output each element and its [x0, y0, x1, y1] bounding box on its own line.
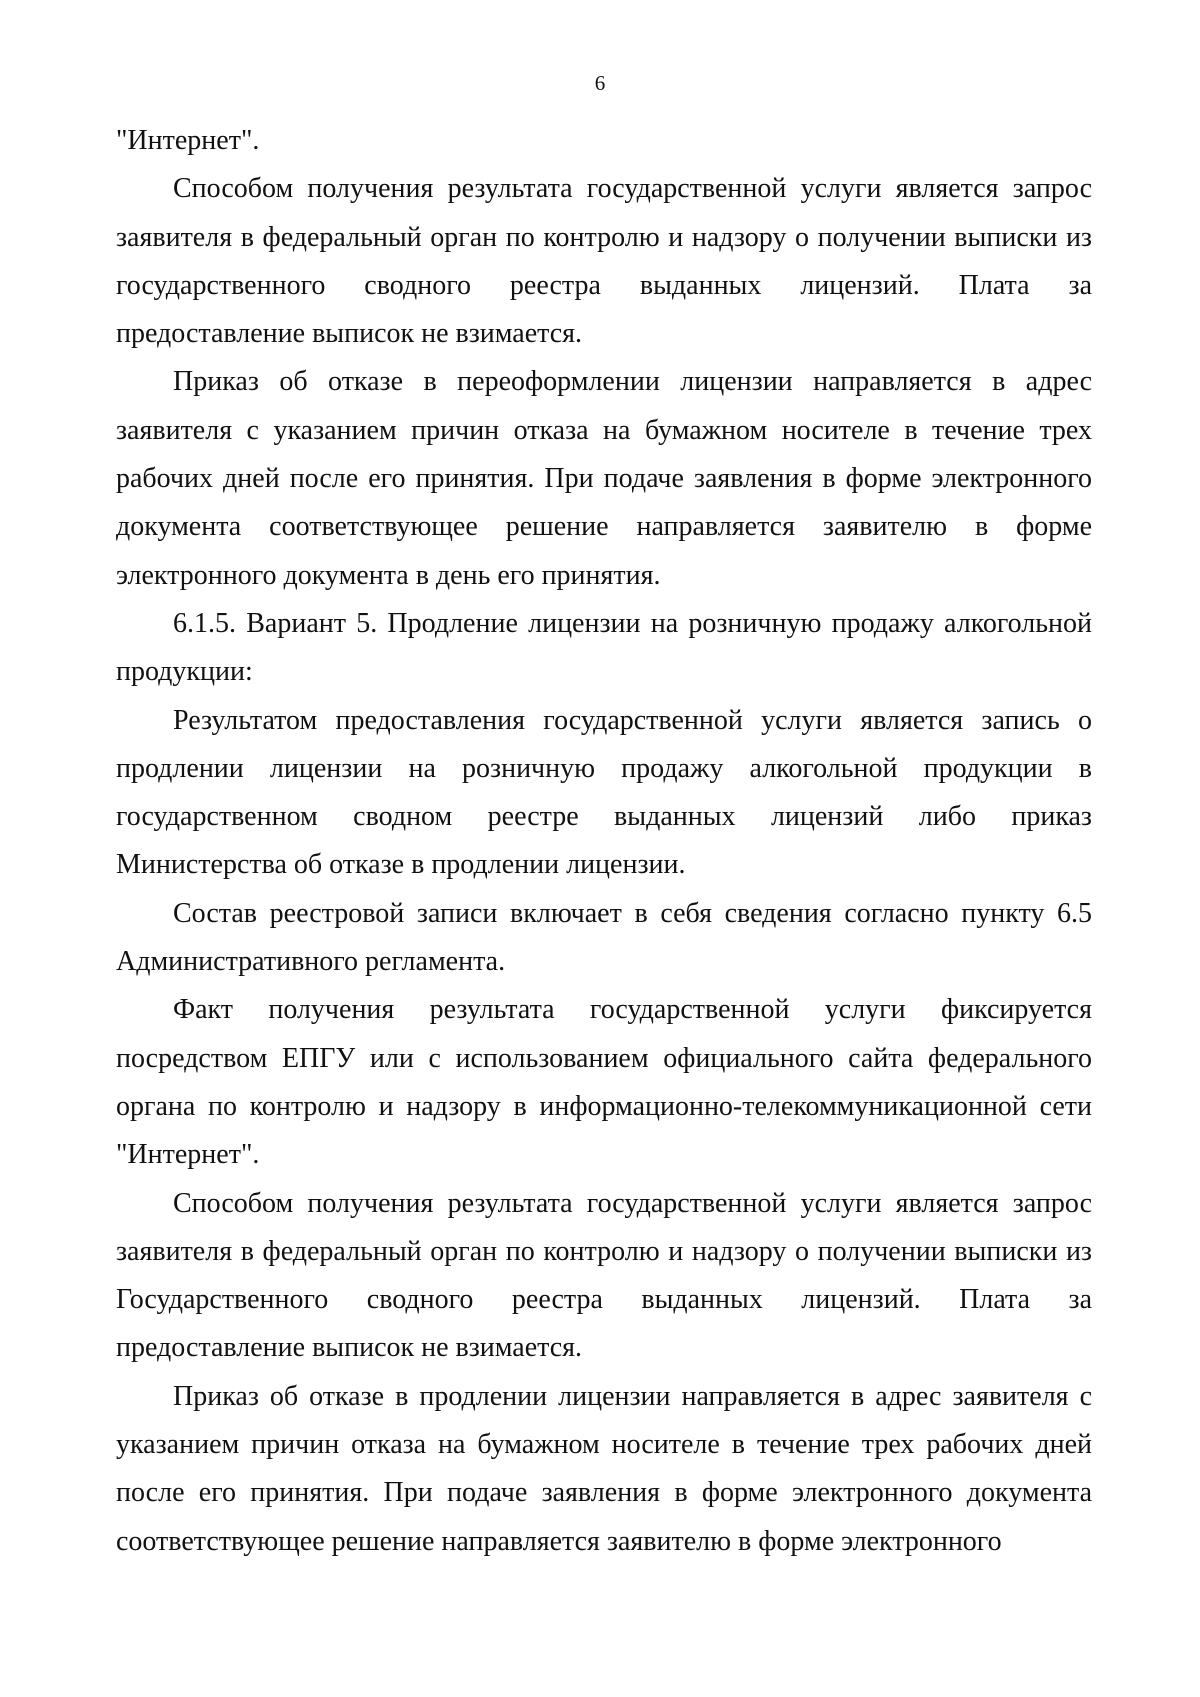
- paragraph-7: Факт получения результата государственной услуги фиксируется посредством ЕПГУ или с использованием официального сайта федерального органа по контролю и надзору в информационно-телекоммуникационной сети "Интернет".: [116, 994, 1092, 1171]
- paragraph-2: Способом получения результата государственной услуги является запрос заявителя в федеральный орган по контролю и надзору о получении выписки из государственного сводного реестра выданных лицензий. Плата за предоставление выписок не взимается.: [116, 173, 1092, 350]
- paragraph-1: "Интернет".: [116, 125, 260, 156]
- document-body: [116, 117, 1092, 1566]
- paragraph-3: Приказ об отказе в переоформлении лицензии направляется в адрес заявителя с указанием причин отказа на бумажном носителе в течение трех рабочих дней после его принятия. При подаче заявления в форме электронного документа соответствующее решение направляется заявителю в форме электронного документа в день его принятия.: [116, 366, 1092, 591]
- paragraph-8: Способом получения результата государственной услуги является запрос заявителя в федеральный орган по контролю и надзору о получении выписки из Государственного сводного реестра выданных лицензий. Плата за предоставление выписок не взимается.: [116, 1187, 1092, 1364]
- page-number: 6: [594, 71, 606, 95]
- paragraph-4: 6.1.5. Вариант 5. Продление лицензии на розничную продажу алкогольной продукции:: [116, 607, 1092, 688]
- paragraph-9: Приказ об отказе в продлении лицензии направляется в адрес заявителя с указанием причин отказа на бумажном носителе в течение трех рабочих дней после его принятия. При подаче заявления в форме электронного документа соответствующее решение направляется заявителю в форме электронного: [116, 1380, 1092, 1557]
- paragraph-5: Результатом предоставления государственной услуги является запись о продлении лицензии на розничную продажу алкогольной продукции в государственном сводном реестре выданных лицензий либо приказ Министерства об отказе в продлении лицензии.: [116, 704, 1092, 881]
- paragraph-6: Состав реестровой записи включает в себя сведения согласно пункту 6.5 Административного регламента.: [116, 897, 1092, 978]
